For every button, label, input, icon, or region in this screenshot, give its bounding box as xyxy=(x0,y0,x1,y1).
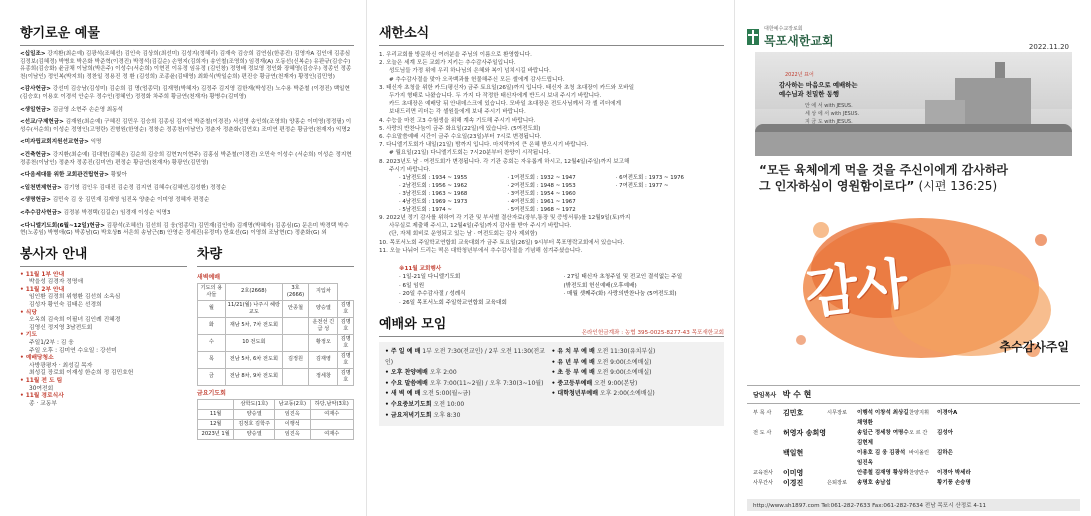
staff-role: 교육전사 xyxy=(753,470,774,476)
worship-name: • 유 치 부 예 배 xyxy=(551,348,595,356)
table-cell: 김명호 xyxy=(338,300,354,317)
worship-item xyxy=(552,347,719,358)
worship-name: • 수요 말씀예배 xyxy=(385,379,428,387)
church-footer: http://www.sh1897.com Tel:061-282-7633 Fax:061-282-7634 전남 목포시 산정로 4-11 xyxy=(747,499,1080,511)
schedule-item xyxy=(616,190,724,198)
service-item-sub: 박을성 김경자 정명애 xyxy=(29,279,84,286)
table-row xyxy=(197,317,353,334)
schedule-item: · 6여전도회 : 1973 ~ 1976 xyxy=(615,175,684,182)
worship-title: 예배와 모임 xyxy=(379,317,447,333)
events-section xyxy=(399,265,724,307)
worship-item xyxy=(385,400,552,411)
worship-time: 오후 2:00 xyxy=(429,369,457,377)
staff-name: 이경진 xyxy=(783,479,804,487)
table-cell: 금 xyxy=(197,368,225,385)
news-item: 보내드리면 리더는 각 셀원들에게 보내 주시기 바랍니다. xyxy=(389,109,526,116)
car-section xyxy=(197,243,354,440)
worship-name: • 대학청년부예배 xyxy=(551,390,598,398)
elder-names: 송명호 송남섭 xyxy=(857,480,891,486)
divider xyxy=(197,266,354,267)
service-item-head: • 기도 xyxy=(20,332,37,339)
service-name: 추수감사주일 xyxy=(999,340,1069,354)
music-role xyxy=(909,478,937,488)
car-title: 차량 xyxy=(196,246,223,262)
worship-name: • 중고등부예배 xyxy=(551,379,593,387)
worship-item xyxy=(385,379,552,390)
offering-entry: <감사헌금> 강선미 김승남(김성미) 김순희 김 명(엄종덕) 김재명(박혜자) 김정주 김지영 김한재(박성진) 노수용 박준철 (이경진) 백일현(김승호) 이용호 이경석 안순우 정수인(정혜인) 정정화 차주희 황금연(천재자) 황병수(김미영) xyxy=(20,86,350,100)
table-cell: 정세창 xyxy=(309,368,338,385)
worship-time: 오후 2:00(소예배실) xyxy=(599,390,655,398)
schedule-item: · 5남전도회 : 1974 ~ xyxy=(399,207,452,214)
table-cell: 여재수 xyxy=(310,429,353,439)
event-item: · 27일 태신자 초청주일 및 전교인 결석없는 주일 xyxy=(563,274,683,281)
schedule-item xyxy=(616,198,724,206)
divider xyxy=(20,45,354,46)
news-item: # 월요일(21일) 다니엘기도회는 7시20분부터 찬양이 시작됩니다. xyxy=(389,150,551,157)
service-item-sub: 사방광평자 · 최성길 목자 xyxy=(29,362,93,369)
service-item-sub: 주일1/2부 : 김 웅 xyxy=(29,340,74,347)
offerings-title: 향기로운 예물 xyxy=(20,26,100,41)
table-row xyxy=(197,351,353,368)
table-cell: 수 xyxy=(197,334,225,351)
staff-role: 부 목 사 xyxy=(753,410,772,416)
motto-line: 안 에 서 with JESUS. xyxy=(805,103,853,109)
schedule-item: · 1남전도회 : 1934 ~ 1955 xyxy=(399,175,468,182)
service-list xyxy=(20,272,187,409)
table-row xyxy=(197,409,353,419)
offering-entry: <추수감사헌금> 김정봉 박경택(김길순) 임경재 이성순 익명3 xyxy=(20,209,171,216)
table-cell: 김재영 xyxy=(309,351,338,368)
worship-item xyxy=(385,411,552,422)
cross-icon xyxy=(747,29,759,45)
news-column xyxy=(366,0,734,516)
news-item: 1. 우리교회를 방문하신 여러분을 주님의 이름으로 환영합니다. xyxy=(379,52,532,58)
table-cell: 재남 5차, 7차 전도회 xyxy=(225,317,282,334)
offering-entry: <생명헌금> 김민숙 김 웅 김민재 김재영 임진옥 양춘순 이미영 정혜자 편정순 xyxy=(20,197,210,204)
motto-line: 지 금 도 with JESUS. xyxy=(805,119,853,125)
events-left xyxy=(399,273,560,307)
senior-pastor: 담임목사 박 수 현 xyxy=(747,385,1080,404)
table-row xyxy=(197,300,353,317)
worship-name: • 유 년 부 예 배 xyxy=(551,358,595,366)
news-item: 성도님들 가정 위에 우리 하나님의 은혜와 복이 넘치시길 바랍니다. xyxy=(389,68,551,75)
table-cell: 11월 xyxy=(197,409,233,419)
motto xyxy=(805,102,859,126)
schedule-item: · 4여전도회 : 1961 ~ 1967 xyxy=(507,199,576,206)
news-title: 새한소식 xyxy=(379,26,430,41)
table-cell: 임진옥 xyxy=(275,409,311,419)
offering-entry: <다니엘기도회(6월~12일)헌금> 김광석(조혜선) 김선희 김 웅(엄종덕) 김민재(김인애) 김재명(박혜자) 김종심(G) 문은미 박경택 박수현(노종임) 박병애(G) 박종남(G) 박호상B 서은희 송남근(B) 안영순 정세진(유정미) 한효선(G) 이영희 조남현(C) 정춘화(G) 외 xyxy=(20,222,349,237)
elder-role xyxy=(827,428,857,448)
worship-name: • 금요저녁기도회 xyxy=(385,411,432,419)
offering-entry: <건축헌금> 강지환(최순예) 김대현(김혜은) 김순희 김승희 김현7(이현주) 김홍심 박준철(이경진) 오민숙 이성수 (서순희) 이성순 정지현 정종천(이남인) 정춘자 정종진(김미연) 편정순 황금연(천재자) 황광인(김민영) xyxy=(20,151,352,166)
service-item-sub: 주일 오후 : 김미연 수요일 : 강선미 xyxy=(29,347,117,354)
news-item: 2. 오늘은 세계 모든 교회가 지키는 추수감사주일입니다. xyxy=(379,60,516,67)
table-row xyxy=(197,419,353,429)
offering-entry: <십일조> 강지환(최순예) 김광석(조혜선) 김인숙 김상희(최선미) 김성지(정혜리) 김재숙 김승희 김연심(한종진) 김영자A 김인애 김종심 김정보(김혜정) 박병호 박은화 박준혁(이경진) 박정석(김길순) 손명지(김희자) 송인철(조영희) 임경재(A) 오동선(신복순) 유판규(김승수) 유종희(김승화) 윤금채 이남희(박은주) 이성수(서순희) 이현진 이유정 임유정 (김인창) 정영배 정보영 정인화 장혜영(김승우) 정종인 정종천(이남인) 정인복(박지희) 정찬일 정용진 정 환 (김성희) 조종윤(김태영) 최화식(박일순희) 편진승 황금연(천재자) 황정인(김민영) xyxy=(20,51,352,80)
worship-item xyxy=(385,389,552,400)
schedule-item: · 3남전도회 : 1963 ~ 1968 xyxy=(399,191,468,198)
schedule-item xyxy=(616,206,724,214)
news-item: 두가지 형태로 나왔습니다. 두 가지 다 작정한 태신자에게 반드시 보내 주시기 바랍니다. xyxy=(389,93,602,100)
elder-role: 시무장로 xyxy=(827,410,848,416)
table-cell: 이행석 xyxy=(275,419,311,429)
music-role: 오 르 간 xyxy=(909,430,928,436)
staff-role: 사무간사 xyxy=(753,480,774,486)
denomination: 대한예수교장로회 xyxy=(764,26,803,32)
table-cell: 10 전도회 xyxy=(225,334,282,351)
service-item-sub: 김성자 황인숙 김태은 선경희 xyxy=(29,302,102,309)
worship-name: • 새 벽 예 배 xyxy=(385,390,421,398)
news-item: 11. 오늘 나눠어 드리는 떡은 대학청년부에서 추수감사절을 기념해 섬겨주셨습니다. xyxy=(379,247,583,254)
table-cell: 월 xyxy=(197,300,225,317)
offering-label: <생명헌금> xyxy=(20,197,51,204)
bottom-row xyxy=(20,243,354,440)
table-cell: 전남 5차, 6차 전도회 xyxy=(225,351,282,368)
car-cap-friday: 금요기도회 xyxy=(196,389,226,397)
table-head-cell: 하당,남악(3호) xyxy=(310,399,353,409)
worship-time: 오후 8:30 xyxy=(433,411,461,419)
worship-item xyxy=(552,368,719,379)
table-cell: 안종철 xyxy=(282,300,308,317)
bible-verse: “모든 육체에게 먹을 것을 주신이에게 감사하라 그 인자하심이 영원함이로다” (시편 136:25) xyxy=(759,163,1009,193)
offering-label: <건축헌금> xyxy=(20,151,51,158)
year-theme-label: 2022년 표어 xyxy=(785,72,814,78)
event-item: · 6일 임원 xyxy=(399,282,425,289)
service-item-sub: 임인환 김정희 위형환 김선희 소옥심 xyxy=(29,294,121,301)
cover-column xyxy=(734,0,1091,516)
staff-name: 허영자 송희영 xyxy=(783,429,827,437)
staff-section xyxy=(747,385,1080,488)
staff-name: 이미영 xyxy=(783,469,804,477)
service-item-head: • 11월 1부 안내 xyxy=(20,271,65,278)
service-item-sub: 김영신 정지영 3남전도회 xyxy=(29,324,93,331)
offering-label: <십일조> xyxy=(20,51,46,57)
news-item: 주시기 바랍니다. xyxy=(389,166,431,173)
worship-name: • 수요중보기도회 xyxy=(385,401,432,409)
divider xyxy=(379,45,724,46)
worship-time: 오전 5:00(월~금) xyxy=(422,390,471,398)
offering-label: <미자립교회지원선교헌금> xyxy=(20,139,89,146)
offerings-column xyxy=(0,0,366,516)
event-item: (밖전도회 헌신예배(오후예배) xyxy=(563,282,637,289)
table-row xyxy=(197,368,353,385)
schedule-item: · 2남전도회 : 1956 ~ 1962 xyxy=(399,183,468,190)
event-item: · 20일 추수감사절 / 성례식 xyxy=(399,291,466,298)
service-section xyxy=(20,243,187,440)
elder-role xyxy=(827,468,857,478)
table-cell: 양승열 xyxy=(234,409,275,419)
worship-time: 오전 10:00 xyxy=(433,401,465,409)
table-cell: 임진옥 xyxy=(275,429,311,439)
table-cell: 김명호 xyxy=(338,334,354,351)
table-cell: 여재수 xyxy=(310,409,353,419)
staff-name: 김민호 xyxy=(783,409,804,417)
worship-time: 오전 9:00(소예배실) xyxy=(596,369,652,377)
service-item-sub: 오옥희 김숙희 이필녀 김인례 진혜경 xyxy=(29,317,121,324)
news-list-2 xyxy=(379,214,724,255)
worship-item xyxy=(385,347,552,368)
schedule-item: · 3여전도회 : 1954 ~ 1960 xyxy=(507,191,576,198)
table-cell: 운전선 긴급 성 xyxy=(309,317,338,334)
table-cell: 김정호 김학주 xyxy=(234,419,275,429)
offering-label: <생일헌금> xyxy=(20,106,51,113)
music-name: 이경아A xyxy=(937,410,958,416)
service-item-sub: 30여전회 xyxy=(29,385,54,392)
worship-item xyxy=(552,379,719,390)
church-logo xyxy=(747,25,834,49)
staff-role: 전 도 사 xyxy=(753,430,772,436)
cover-image xyxy=(755,52,1072,156)
news-item: 사무실로 제출해 주시고, 12월4일(주일)까지 감사를 받아 주시기 바랍니다. xyxy=(389,223,572,230)
table-cell: 목 xyxy=(197,351,225,368)
offering-label: <감사헌금> xyxy=(20,86,51,93)
worship-header xyxy=(379,313,724,336)
schedule-item: · 4남전도회 : 1969 ~ 1973 xyxy=(399,199,468,206)
table-head-cell: 기도의 용사들 xyxy=(197,283,225,300)
worship-time: 1부 오전 7:30(전교인) / 2부 오전 11:30(전교인) xyxy=(385,348,545,366)
worship-box xyxy=(379,342,724,426)
table-header xyxy=(197,283,353,300)
news-item: 카드 초대장은 예배당 뒤 안내데스크에 있습니다. 모바일 초대장은 전도사님께서 각 셀 리더에게 xyxy=(389,101,622,108)
worship-time: 오전 9:00(소예배실) xyxy=(596,358,652,366)
offering-label: <추수감사헌금> xyxy=(20,209,62,216)
worship-right xyxy=(552,347,719,421)
motto-line: 세 상 에 서 with JESUS. xyxy=(805,111,860,117)
news-item: 3. 태신자 초청을 위한 카드(평신자) 금주 토요일(26일)까지 입니다. 태신자 초청 초대장이 카드와 모바일 xyxy=(379,84,635,91)
worship-item xyxy=(552,389,719,400)
table-cell xyxy=(282,334,308,351)
elder-role xyxy=(827,448,857,468)
offerings-list xyxy=(20,51,354,238)
table-cell: 김명호 xyxy=(338,317,354,334)
news-item: 10. 목포서노회 주일학교연합회 교육대회가 금주 토요일(26일) 9시부터 목포명락교회에서 있습니다. xyxy=(379,239,625,246)
table-cell: 김정원 xyxy=(282,351,308,368)
schedule-item: · 1여전도회 : 1932 ~ 1947 xyxy=(507,175,576,182)
table-head-cell: 지입차 xyxy=(309,283,338,300)
table-row xyxy=(197,429,353,439)
table-cell xyxy=(310,419,353,429)
music-name: 김하은 xyxy=(937,450,953,456)
table-cell xyxy=(282,368,308,385)
news-list xyxy=(379,51,724,174)
news-item: 5. 사랑의 반찬나눔이 금주 화요일(22일)에 있습니다. (5여전도회) xyxy=(379,125,541,132)
offering-label: <다음세대를 위한 교회관건립헌금> xyxy=(20,172,109,179)
staff-name: 백일현 xyxy=(783,449,804,457)
worship-name: • 오후 찬양예배 xyxy=(385,369,428,377)
mission-society-schedule xyxy=(379,174,724,214)
worship-time: 오후 7:00(11~2월) / 오후 7:30(3~10월) xyxy=(429,379,544,387)
table-row xyxy=(197,334,353,351)
table-cell: 화 xyxy=(197,317,225,334)
table-cell: 김명호 xyxy=(338,351,354,368)
worship-item xyxy=(552,358,719,369)
calligraphy-title: 감사 xyxy=(802,250,909,326)
table-cell xyxy=(282,317,308,334)
worship-time: 오전 11:30(유치부실) xyxy=(596,348,656,356)
staff-role xyxy=(753,448,783,468)
car-cap-dawn: 새벽예배 xyxy=(196,273,221,281)
table-head-cell: 2호(2668) xyxy=(225,283,282,300)
online-account: 온라인헌금계좌 : 농협 395-0025-8277-43 목포새한교회 xyxy=(581,330,724,337)
elder-role: 은퇴장로 xyxy=(827,480,848,486)
theme-line-1: 감사하는 마음으로 예배하는 xyxy=(779,81,858,89)
schedule-item: · 5여전도회 : 1968 ~ 1972 xyxy=(507,207,576,214)
service-item-sub: 종 · 교동부 xyxy=(29,400,57,407)
table-cell: 전남 8차, 9차 전도회 xyxy=(225,368,282,385)
offering-entry: <생일헌금> 김금영 소현주 손순영 최동석 xyxy=(20,106,123,113)
divider xyxy=(20,266,187,267)
table-header xyxy=(197,399,353,409)
music-role: 바이올린 xyxy=(909,450,930,456)
offering-label: <선교/구제헌금> xyxy=(20,119,64,126)
event-item: · 26일 목포서노회 주일학교연합회 교육대회 xyxy=(399,299,507,306)
elder-names: 이용호 김 웅 김광석 임진옥 xyxy=(857,450,906,466)
worship-name: • 주 일 예 배 xyxy=(385,348,421,356)
table-cell: 12월 xyxy=(197,419,233,429)
table-cell: 양승열 xyxy=(234,429,275,439)
table-cell: 2023년 1월 xyxy=(197,429,233,439)
news-item: (단, 자체 회비로 운영되고 있는 남 · 여전도회는 감사 제외함) xyxy=(389,231,538,238)
table-head-cell: 삼학도(1호) xyxy=(234,399,275,409)
table-cell: 양승열 xyxy=(309,300,338,317)
news-item: 9. 2022년 정기 감사를 위하여 각 기관 및 부서별 결산자료(장부,통장 및 증빙서류)를 12월9일(토)까지 xyxy=(379,215,631,222)
news-item: 7. 다니엘기도회가 내일(21일) 밤까지 입니다. 마지막까지 큰 은혜 받으시기 바랍니다. xyxy=(379,142,589,149)
music-name: 이경아 박세라 xyxy=(937,470,971,476)
offering-label: <일천번제헌금> xyxy=(20,184,62,191)
bulletin-date: 2022.11.20 xyxy=(1028,43,1069,51)
table-head-cell xyxy=(197,399,233,409)
table-cell: 11/21(월) 나주시 헤랑 교도 xyxy=(225,300,282,317)
news-item: 4. 수능을 마친 고3 수험생을 위해 계속 기도해 주시기 바랍니다. xyxy=(379,117,536,124)
news-item: # 추수감사절을 맞아 오곡백과를 헌물해주신 모든 셀에게 감사드립니다. xyxy=(389,76,565,83)
music-role: 찬양지휘 xyxy=(909,410,930,416)
schedule-item: · 2여전도회 : 1948 ~ 1953 xyxy=(507,183,576,190)
dawn-car-table xyxy=(197,283,354,386)
elder-names: 송일근 정세창 여명수 김현제 xyxy=(857,430,909,446)
table-cell: 김명호 xyxy=(338,368,354,385)
music-name: 김성아 xyxy=(937,430,953,436)
worship-item xyxy=(385,368,552,379)
offering-entry: <다음세대를 위한 교회관건립헌금> 황빛아 xyxy=(20,172,127,179)
news-item: 6. 수요말씀예배 시간이 금주 수요일(23일)부터 7시로 변경됩니다. xyxy=(379,134,542,141)
elder-names: 이행석 이창석 최상길 채영환 xyxy=(857,410,909,426)
offering-entry: <선교/구제헌금> 김재원(최순예) 구혜진 김민우 김승희 김종심 김지연 박준철(이경진) 서선명 송인희(조영희) 양홍순 이미영(정정필) 이성수(서순희) 이성순 정영인(고명란) 진형원(한영순) 정창순 정종천(이남인) 정춘자 정춘화(김연호) 조미연 편정순 황금연(천재자) 익명2 xyxy=(20,119,352,133)
schedule-item: · 7여전도회 : 1977 ~ xyxy=(615,183,669,190)
table-head-cell: 3호(2666) xyxy=(282,283,308,300)
divider xyxy=(379,336,724,337)
worship-name: • 초 등 부 예 배 xyxy=(551,369,595,377)
table-head-cell: 남교동(2호) xyxy=(275,399,311,409)
worship-left xyxy=(385,347,552,421)
theme-line-2: 예수님과 친밀한 동행 xyxy=(779,90,840,98)
events-title: ※11월 교회행사 xyxy=(399,266,442,273)
music-name: 황기풍 손승명 xyxy=(937,480,971,486)
music-role: 찬양반주 xyxy=(909,470,930,476)
service-title: 봉사자 안내 xyxy=(20,246,88,262)
friday-car-table xyxy=(197,399,354,440)
events-right xyxy=(564,273,725,307)
service-item-sub: 최성길 장로회 이재성 한순희 정 김민호헌 xyxy=(29,370,134,377)
worship-time: 오전 9:00(본당) xyxy=(594,379,638,387)
elder-names: 안종철 김재영 황상하 xyxy=(857,470,909,476)
news-item: 8. 2023년도 남 · 여전도회가 변경됩니다. 각 기관 총회는 자유롭게 하시고, 12월4일(주일)까지 보고해 xyxy=(379,158,630,165)
offering-label: <다니엘기도회(6월~12일)헌금> xyxy=(20,222,105,229)
staff-grid xyxy=(747,404,1080,488)
service-item-head: • 11월 2부 안내 xyxy=(20,286,65,293)
offering-entry: <미자립교회지원선교헌금> 익명 xyxy=(20,139,102,146)
service-item-head: • 식당 xyxy=(20,309,37,316)
service-item-head: • 예배당청소 xyxy=(20,355,54,362)
offering-entry: <일천번제헌금> 김기영 김인우 김대진 김순정 김지연 김혜수(김혜연,김성환) 정정순 xyxy=(20,184,227,191)
church-name: 목포새한교회 xyxy=(764,34,834,48)
service-item-head: • 11월 경로식사 xyxy=(20,393,64,400)
service-item-head: • 11월 전 도 팀 xyxy=(20,378,63,384)
event-item: · 1일-21일 다니엘기도회 xyxy=(399,274,461,281)
verse-ref: (시편 136:25) xyxy=(918,179,998,193)
event-item: · 매월 셋째주(화) 사랑의반찬나눔 (5여전도회) xyxy=(563,291,677,298)
table-cell: 황정오 xyxy=(309,334,338,351)
